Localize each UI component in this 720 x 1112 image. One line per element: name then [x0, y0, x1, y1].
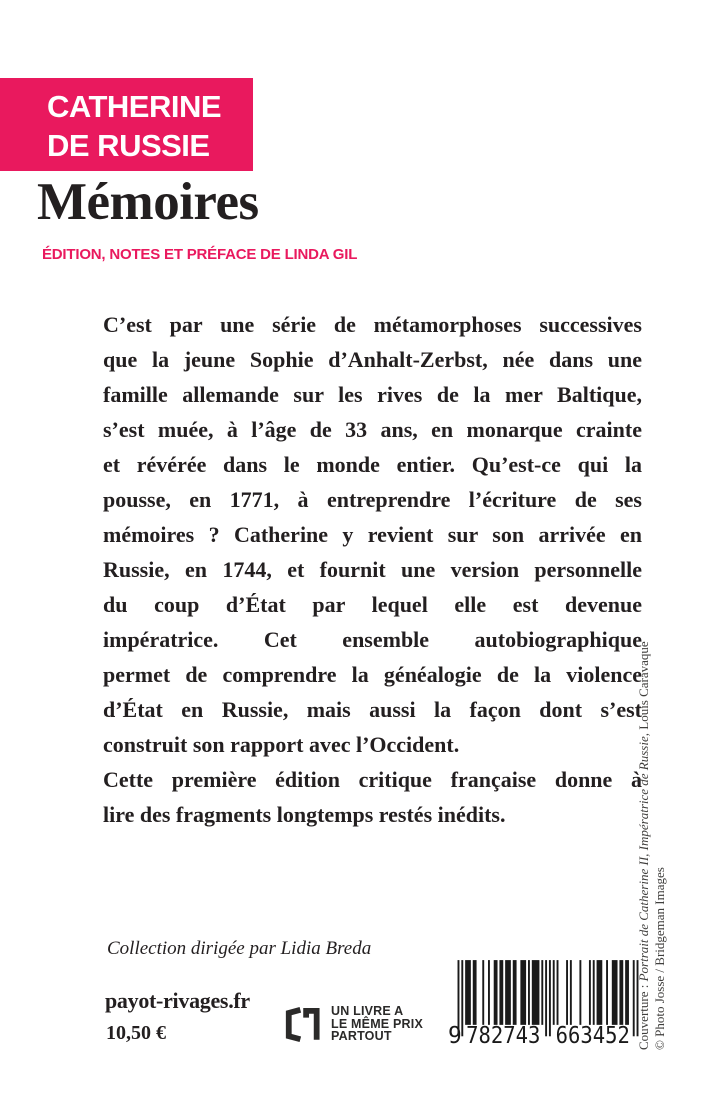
- synopsis: [103, 307, 642, 832]
- credit-cover-work-title: Portrait de Catherine II, Impératrice de Russie,: [636, 733, 651, 982]
- synopsis-line: d’État en Russie, mais aussi la façon dont s’est: [103, 697, 642, 722]
- synopsis-line: mémoires ? Catherine y revient sur son arrivée en: [103, 522, 642, 547]
- barcode-digits-group1: 782743: [466, 1022, 541, 1044]
- synopsis-line: impératrice. Cet ensemble autobiographique: [103, 627, 642, 652]
- credit-cover-prefix: Couverture :: [636, 981, 651, 1050]
- book-title: Mémoires: [37, 173, 259, 231]
- synopsis-line: que la jeune Sophie d’Anhalt-Zerbst, née dans une: [103, 347, 642, 372]
- ean-barcode: [448, 960, 648, 1049]
- barcode-digit-first: 9: [448, 1022, 462, 1044]
- barcode-digits-group2: 663452: [555, 1022, 630, 1044]
- author-name-line2: DE RUSSIE: [47, 128, 210, 163]
- synopsis-line: C’est par une série de métamorphoses successives: [103, 312, 642, 337]
- synopsis-line: Cette première édition critique française donne à: [103, 767, 642, 792]
- synopsis-line: famille allemande sur les rives de la mer Baltique,: [103, 382, 642, 407]
- logo-text-line: LE MÊME PRIX: [331, 1016, 423, 1031]
- open-book-icon: [283, 1004, 324, 1044]
- cover-credits: [636, 604, 668, 1050]
- credit-cover-artist: Louis Caravaque: [636, 641, 651, 733]
- synopsis-line: pousse, en 1771, à entreprendre l’écriture de ses: [103, 487, 642, 512]
- synopsis-line: et révérée dans le monde entier. Qu’est-ce qui la: [103, 452, 642, 477]
- publisher-website: payot-rivages.fr: [105, 988, 250, 1013]
- fixed-price-logo: [283, 1004, 423, 1044]
- edition-subtitle: ÉDITION, NOTES ET PRÉFACE DE LINDA GIL: [42, 246, 358, 263]
- synopsis-line: permet de comprendre la généalogie de la violence: [103, 662, 642, 687]
- credit-line-photo: © Photo Josse / Bridgeman Images: [652, 867, 667, 1050]
- logo-text-line: PARTOUT: [331, 1029, 392, 1044]
- fixed-price-logo-text: [331, 1005, 423, 1043]
- synopsis-line: s’est muée, à l’âge de 33 ans, en monarque crainte: [103, 417, 642, 442]
- synopsis-line: lire des fragments longtemps restés inédits.: [103, 802, 506, 827]
- credit-line-cover: [636, 604, 652, 1050]
- synopsis-line: Russie, en 1744, et fournit une version personnelle: [103, 557, 642, 582]
- logo-text-line: UN LIVRE A: [331, 1003, 404, 1018]
- author-name-line1: CATHERINE: [47, 89, 222, 124]
- price: 10,50 €: [106, 1022, 166, 1044]
- collection-note: Collection dirigée par Lidia Breda: [107, 938, 372, 959]
- synopsis-line: du coup d’État par lequel elle est devenue: [103, 592, 642, 617]
- author-banner: [0, 78, 253, 171]
- synopsis-line: construit son rapport avec l’Occident.: [103, 732, 460, 757]
- barcode-svg: [448, 960, 648, 1044]
